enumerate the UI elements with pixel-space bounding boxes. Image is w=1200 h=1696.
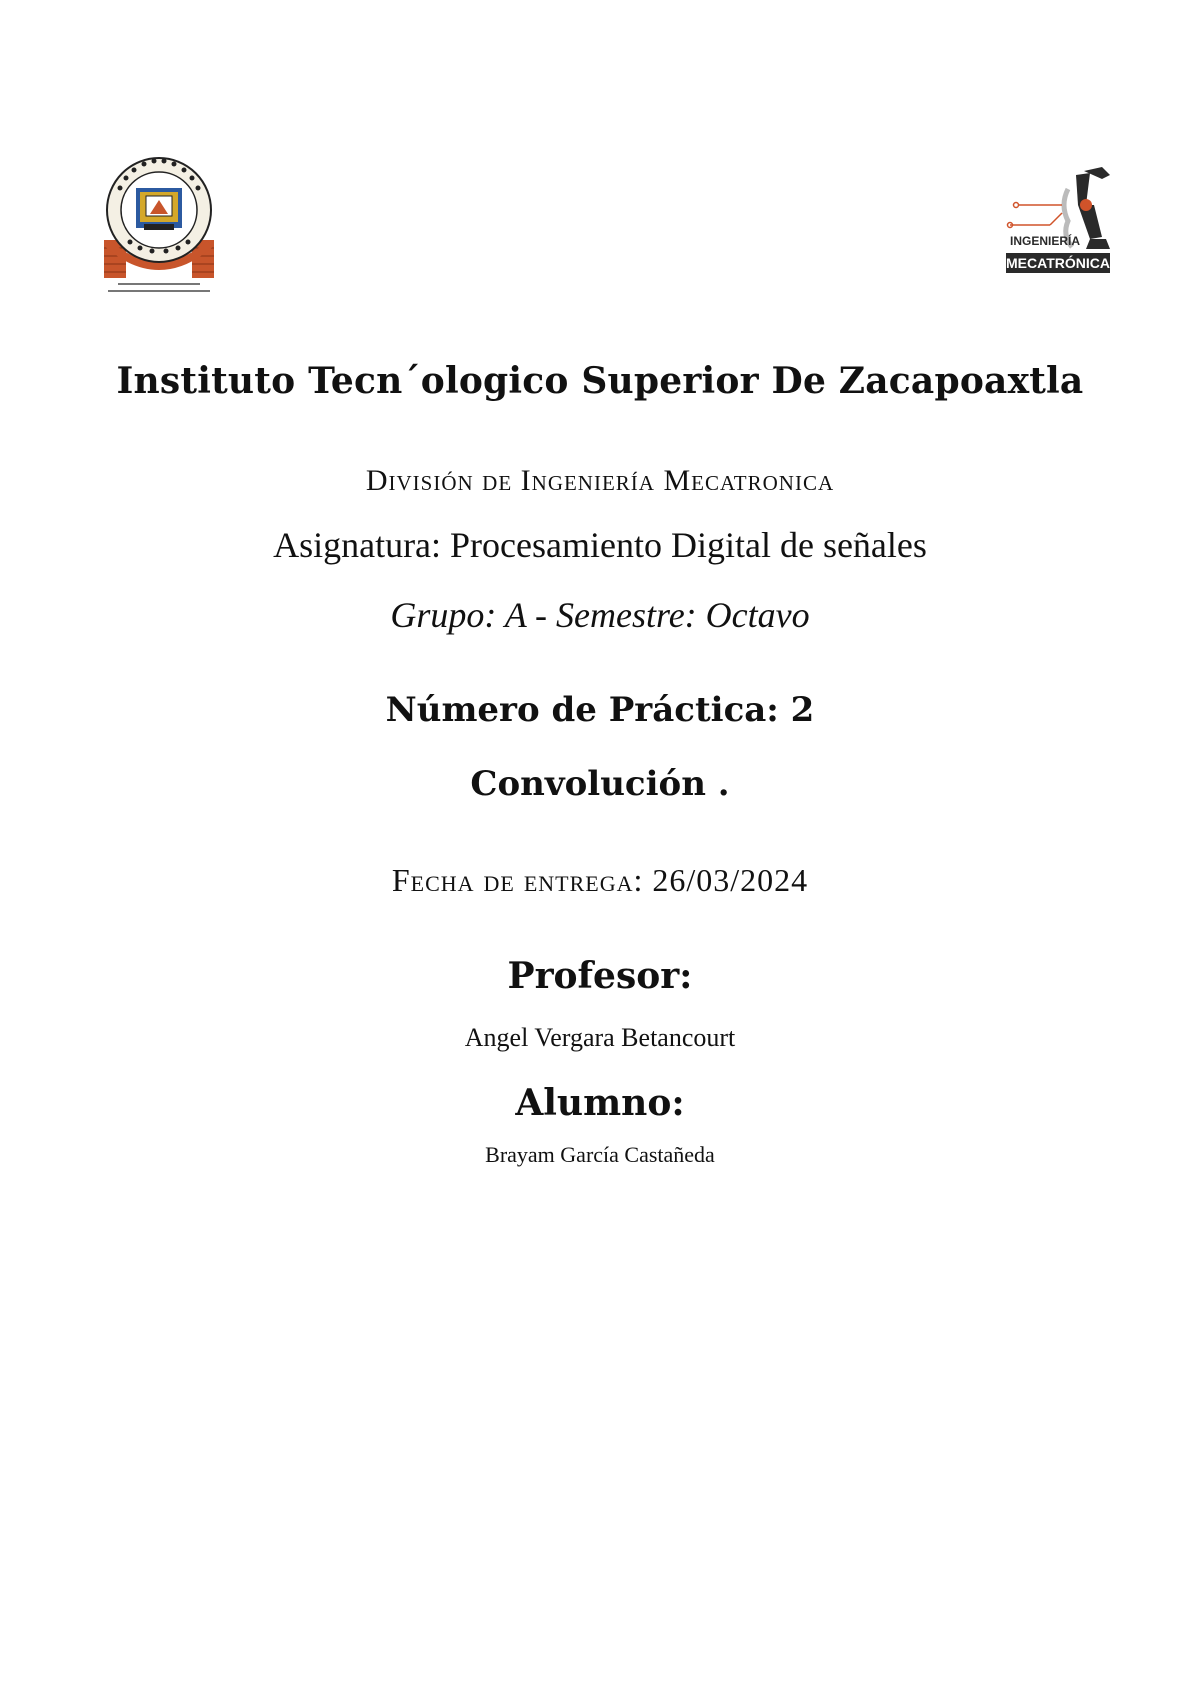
division-name: División de Ingeniería Mecatronica <box>365 464 835 497</box>
practice-number: Número de Práctica: 2 <box>385 690 815 730</box>
student-heading: Alumno: <box>515 1082 685 1124</box>
subject-line: Asignatura: Procesamiento Digital de señales <box>273 525 927 565</box>
mecatronica-logo-icon <box>1006 165 1120 291</box>
professor-name: Angel Vergara Betancourt <box>464 1023 736 1052</box>
practice-title: Convolución . <box>470 764 730 804</box>
institute-title: Instituto Tecn´ologico Superior De Zacapoaxtla <box>116 360 1084 402</box>
professor-heading: Profesor: <box>507 955 693 997</box>
due-date: Fecha de entrega: 26/03/2024 <box>391 862 809 898</box>
logo-line1: INGENIERÍA <box>1010 234 1081 248</box>
group-semester-line: Grupo: A - Semestre: Octavo <box>390 595 810 635</box>
student-name: Brayam García Castañeda <box>485 1142 715 1167</box>
institute-seal-icon <box>100 148 218 298</box>
logo-line2: MECATRÓNICA <box>1006 255 1110 271</box>
